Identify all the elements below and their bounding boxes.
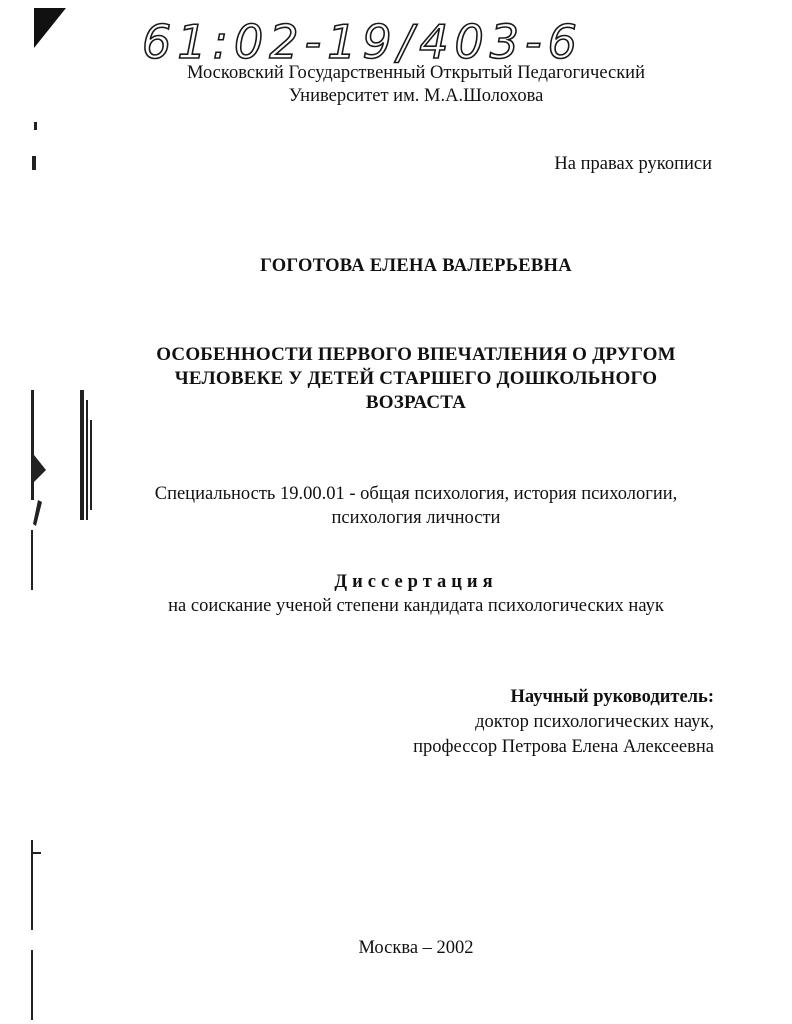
author-name: ГОГОТОВА ЕЛЕНА ВАЛЕРЬЕВНА: [260, 256, 572, 276]
dissertation-subtitle: на соискание ученой степени кандидата психологических наук: [168, 596, 664, 616]
dissertation-label: Диссертация: [334, 572, 498, 592]
specialty: [100, 482, 732, 530]
scan-edge-marks: [28, 60, 98, 1020]
university-name: [100, 62, 732, 108]
supervisor-block: [413, 685, 714, 760]
title-line-3: ВОЗРАСТА: [365, 392, 467, 413]
supervisor-heading: Научный руководитель:: [510, 687, 714, 707]
dissertation-title: [100, 343, 732, 415]
specialty-line-1: Специальность 19.00.01 - общая психология, история психологии,: [154, 484, 678, 504]
manuscript-note: На правах рукописи: [554, 154, 712, 174]
scan-corner-mark: [34, 8, 66, 48]
title-line-1: ОСОБЕННОСТИ ПЕРВОГО ВПЕЧАТЛЕНИЯ О ДРУГОМ: [156, 344, 676, 365]
archive-code-text: 61:02-19/403-6: [142, 15, 583, 69]
supervisor-name: профессор Петрова Елена Алексеевна: [413, 737, 714, 757]
university-line-2: Университет им. М.А.Шолохова: [288, 86, 544, 106]
specialty-line-2: психология личности: [331, 508, 501, 528]
title-line-2: ЧЕЛОВЕКЕ У ДЕТЕЙ СТАРШЕГО ДОШКОЛЬНОГО: [174, 368, 658, 389]
place-year: Москва – 2002: [358, 938, 474, 958]
supervisor-degree: доктор психологических наук,: [475, 712, 714, 732]
university-line-1: Московский Государственный Открытый Педагогический: [186, 63, 645, 83]
